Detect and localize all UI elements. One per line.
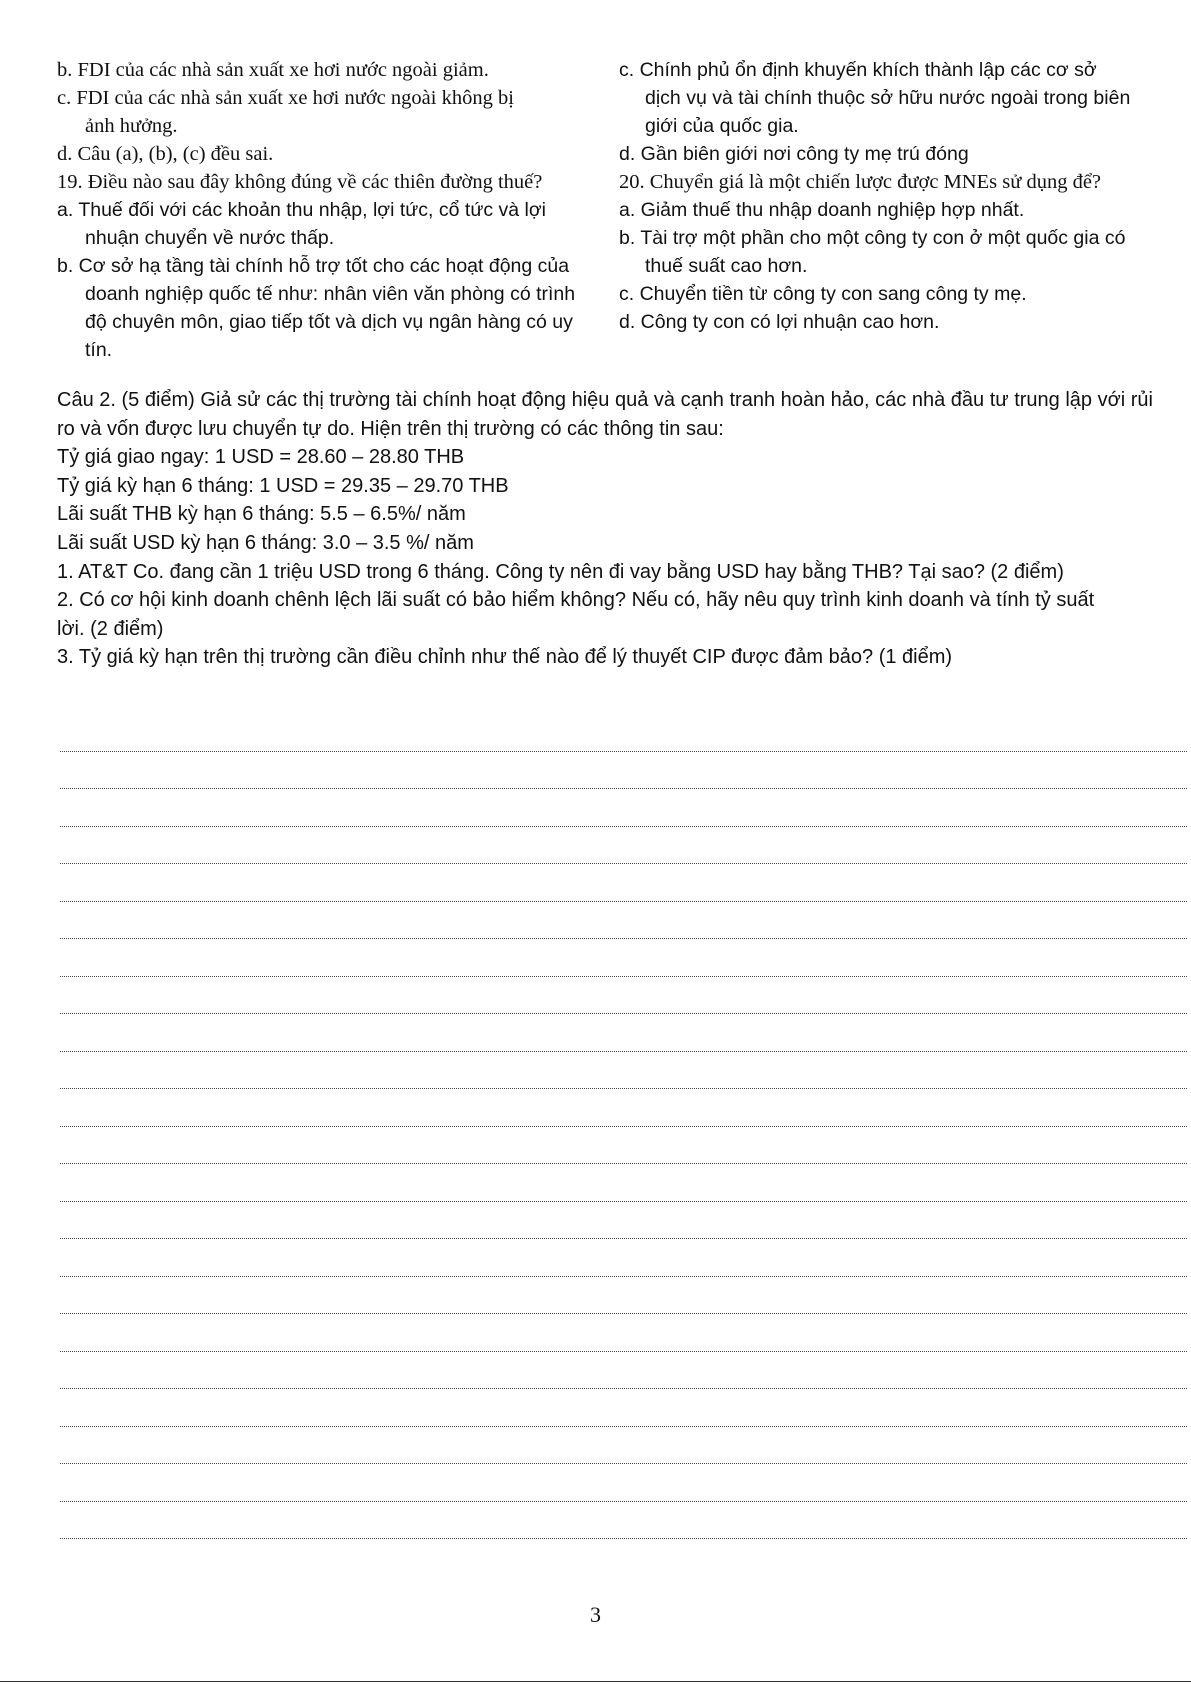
option-line: b. FDI của các nhà sản xuất xe hơi nước ngoài giảm. bbox=[57, 59, 489, 81]
option-line: a. Giảm thuế thu nhập doanh nghiệp hợp nhất. bbox=[619, 199, 1025, 221]
answer-line[interactable] bbox=[60, 714, 1187, 752]
answer-line[interactable] bbox=[60, 1464, 1187, 1502]
option-line: dịch vụ và tài chính thuộc sở hữu nước ngoài trong biên bbox=[645, 87, 1131, 109]
option-line: b. Cơ sở hạ tầng tài chính hỗ trợ tốt cho các hoạt động của bbox=[57, 255, 570, 277]
answer-line[interactable] bbox=[60, 1427, 1187, 1465]
task-1: 1. AT&T Co. đang cần 1 triệu USD trong 6 tháng. Công ty nên đi vay bằng USD hay bằng THB? Tại sao? (2 điểm) bbox=[57, 560, 1064, 583]
option-line: d. Công ty con có lợi nhuận cao hơn. bbox=[619, 311, 940, 333]
question-2-section bbox=[57, 386, 1187, 672]
option-line: tín. bbox=[85, 339, 113, 361]
answer-line[interactable] bbox=[60, 1389, 1187, 1427]
answer-line[interactable] bbox=[60, 1127, 1187, 1165]
answer-line[interactable] bbox=[60, 902, 1187, 940]
multiple-choice-columns bbox=[57, 56, 1187, 376]
thb-interest-rate: Lãi suất THB kỳ hạn 6 tháng: 5.5 – 6.5%/ năm bbox=[57, 503, 466, 526]
answer-lines[interactable] bbox=[60, 714, 1187, 1539]
answer-line[interactable] bbox=[60, 1164, 1187, 1202]
option-line: d. Gần biên giới nơi công ty mẹ trú đóng bbox=[619, 143, 969, 165]
option-line: ảnh hưởng. bbox=[85, 115, 178, 137]
task-3: 3. Tỷ giá kỳ hạn trên thị trường cần điều chỉnh như thế nào để lý thuyết CIP được đảm bảo? (1 điểm) bbox=[57, 646, 953, 669]
answer-line[interactable] bbox=[60, 977, 1187, 1015]
right-column bbox=[619, 56, 1187, 336]
option-line: độ chuyên môn, giao tiếp tốt và dịch vụ ngân hàng có uy bbox=[85, 311, 573, 333]
task-2: 2. Có cơ hội kinh doanh chênh lệch lãi suất có bảo hiểm không? Nếu có, hãy nêu quy trình kinh doanh và tính tỷ suất bbox=[57, 589, 1095, 612]
forward-rate: Tỷ giá kỳ hạn 6 tháng: 1 USD = 29.35 – 29.70 THB bbox=[57, 474, 509, 497]
answer-line[interactable] bbox=[60, 827, 1187, 865]
option-line: d. Câu (a), (b), (c) đều sai. bbox=[57, 143, 274, 165]
answer-line[interactable] bbox=[60, 1502, 1187, 1540]
option-line: giới của quốc gia. bbox=[645, 115, 799, 137]
answer-line[interactable] bbox=[60, 1314, 1187, 1352]
answer-line[interactable] bbox=[60, 789, 1187, 827]
option-line: b. Tài trợ một phần cho một công ty con ở một quốc gia có bbox=[619, 227, 1126, 249]
option-line: c. Chuyển tiền từ công ty con sang công ty mẹ. bbox=[619, 283, 1027, 305]
answer-line[interactable] bbox=[60, 864, 1187, 902]
question-2-intro: Câu 2. (5 điểm) Giả sử các thị trường tài chính hoạt động hiệu quả và cạnh tranh hoàn hảo, các nhà đầu tư trung lập với rủi bbox=[57, 389, 1153, 411]
answer-line[interactable] bbox=[60, 1014, 1187, 1052]
usd-interest-rate: Lãi suất USD kỳ hạn 6 tháng: 3.0 – 3.5 %/ năm bbox=[57, 531, 474, 554]
option-line: c. FDI của các nhà sản xuất xe hơi nước ngoài không bị bbox=[57, 87, 514, 109]
answer-line[interactable] bbox=[60, 939, 1187, 977]
page-number: 3 bbox=[590, 1602, 601, 1627]
answer-line[interactable] bbox=[60, 1089, 1187, 1127]
option-line: nhuận chuyển về nước thấp. bbox=[85, 227, 335, 249]
option-line: c. Chính phủ ổn định khuyến khích thành lập các cơ sở bbox=[619, 59, 1097, 81]
option-line: a. Thuế đối với các khoản thu nhập, lợi tức, cổ tức và lợi bbox=[57, 199, 547, 221]
option-line: doanh nghiệp quốc tế như: nhân viên văn phòng có trình bbox=[85, 283, 576, 305]
answer-line[interactable] bbox=[60, 752, 1187, 790]
left-column bbox=[57, 56, 627, 364]
answer-line[interactable] bbox=[60, 1352, 1187, 1390]
question-20: 20. Chuyển giá là một chiến lược được MNEs sử dụng để? bbox=[619, 171, 1102, 193]
option-line: thuế suất cao hơn. bbox=[645, 255, 808, 277]
spot-rate: Tỷ giá giao ngay: 1 USD = 28.60 – 28.80 THB bbox=[57, 446, 465, 469]
task-2: lời. (2 điểm) bbox=[57, 617, 164, 640]
answer-line[interactable] bbox=[60, 1052, 1187, 1090]
answer-line[interactable] bbox=[60, 1202, 1187, 1240]
question-19: 19. Điều nào sau đây không đúng về các thiên đường thuế? bbox=[57, 171, 543, 193]
bottom-divider bbox=[0, 1681, 1191, 1682]
answer-line[interactable] bbox=[60, 1277, 1187, 1315]
answer-line[interactable] bbox=[60, 1239, 1187, 1277]
question-2-intro: ro và vốn được lưu chuyển tự do. Hiện trên thị trường có các thông tin sau: bbox=[57, 417, 724, 440]
